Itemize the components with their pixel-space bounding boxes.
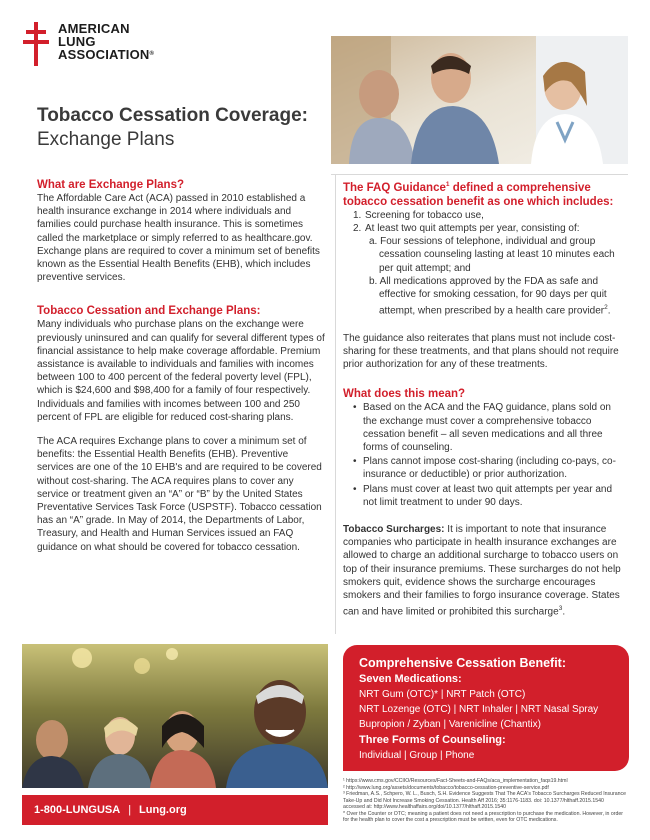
section-body: The Affordable Care Act (ACA) passed in 2010 established a health insurance exchange in 2014 where individuals and families could purchase health insurance. This is sometimes called the marketplace or simply referred to as healthcare.gov. Exchange plans are required to cover a minimum set of benefits known as the Essential Health Benefits (EHB), which includes preventive services.	[37, 193, 320, 284]
counseling-forms: Individual | Group | Phone	[359, 750, 475, 761]
website-link[interactable]: Lung.org	[139, 804, 187, 816]
footnote[interactable]: ² http://www.lung.org/assets/documents/tobacco/tobacco-cessation-preventive-service.pdf	[343, 784, 549, 791]
title-line-1: Tobacco Cessation Coverage:	[37, 105, 309, 126]
list-item: • Plans cannot impose cost-sharing (including co-pays, co-insurance or deductible) or prior authorization.	[353, 455, 625, 481]
medications-heading: Seven Medications:	[359, 673, 462, 685]
footnote: * Over the Counter or OTC; meaning a patient does not need a prescription to purchase the medication. However, in order for the health plan to cover the cost a prescription must be written, even for OTC medications.	[343, 810, 623, 823]
benefit-requirements-list	[343, 209, 625, 318]
medications-line-3: Bupropion / Zyban | Varenicline (Chantix)	[359, 719, 541, 730]
section-body: The ACA requires Exchange plans to cover a minimum set of benefits: the Essential Health Benefits (EHB). Preventive services are one of the 10 EHB's and are required to be covered without cost-sharing. The ACA requires plans to cover any service or treatment given an “A” or “B” by the United States Preventative Services Task Force (USPSTF). Tobacco cessation has an “A” grade. In May of 2014, the Departments of Labor, Treasury, and Health and Human Services issued an FAQ guidance on what should be covered for tobacco cessation.	[37, 436, 322, 553]
list-item: • Plans must cover at least two quit attempts per year and not limit treatment to under 90 days.	[353, 483, 625, 509]
section-tobacco-cessation-exchange	[37, 304, 327, 553]
hero-photo-doctor-consultation	[331, 36, 628, 164]
footnotes	[343, 778, 627, 823]
list-item: 2. At least two quit attempts per year, consisting of: a. Four sessions of telephone, individual and group cessation counseling lasting at least 10 minutes each per quit attempt; and b. All medications approved by the FDA as safe and effective for smoking cessation, for 90 days per quit attempt, when prescribed by a health care provider$^2$.	[353, 222, 625, 318]
section-heading: Tobacco Cessation and Exchange Plans:	[37, 305, 261, 318]
double-cross-icon	[22, 22, 50, 66]
footnote[interactable]: ¹ https://www.cms.gov/CCIIO/Resources/Fact-Sheets-and-FAQs/aca_implementation_faqs19.html	[343, 778, 568, 784]
section-heading: What are Exchange Plans?	[37, 179, 184, 191]
phone-number[interactable]: 1-800-LUNGUSA	[34, 804, 121, 816]
list-item: b. All medications approved by the FDA as safe and effective for smoking cessation, for 90 days per quit attempt, when prescribed by a health care provider$^2$.	[369, 275, 611, 317]
footnote: ³ Friedman, A.S., Schpero, W. L., Busch, S.H. Evidence Suggests That The ACA's Tobacco Surcharges Reduced Insurance Take-Up and Did Not Increase Smoking Cessation. Health Aff 2016; 35:1176-1183. doi: 10.1377/hlthaff.2015.1540 accessed at: http://www.healthaffairs.org/doi/10.1377/hlthaff.2015.1540	[343, 791, 626, 810]
org-logo	[22, 22, 154, 66]
list-item: • Based on the ACA and the FAQ guidance, plans sold on the exchange must cover a comprehensive tobacco cessation benefit – all seven medications and all three forms of counseling.	[353, 401, 625, 454]
section-faq-guidance	[343, 178, 625, 318]
counseling-heading: Three Forms of Counseling:	[359, 734, 506, 746]
section-heading: What does this mean?	[343, 388, 466, 401]
section-body: Many individuals who purchase plans on the exchange were previously uninsured and can qualify for several different types of financial assistance to help make coverage affordable. Premium assistance is available to individuals and families with incomes between 100 to 400 percent of the federal poverty level (FPL), which is $24,600 and $98,400 for a family of four respectively. Individuals and families with incomes between 100 and 250 percent of FPL are eligible for reduced cost-sharing plans.	[37, 319, 325, 423]
benefit-heading: Comprehensive Cessation Benefit:	[359, 656, 566, 670]
right-column-top-rule	[331, 174, 628, 175]
footer-contact-bar	[22, 795, 328, 825]
right-column	[343, 178, 625, 619]
section-heading: The FAQ Guidance$^1$ defined a comprehensive tobacco cessation benefit as one which includes:	[343, 181, 614, 208]
left-column	[37, 178, 327, 566]
page-title	[37, 104, 308, 152]
column-divider	[335, 174, 336, 634]
sub-list	[353, 235, 625, 318]
surcharge-paragraph: Tobacco Surcharges: It is important to note that insurance companies who participate in health insurance exchanges are allowed to charge an additional surcharge to tobacco users on top of their insurance premiums. These surcharges do not help smokers quit, evidence shows the surcharge encourages smokers and their families to forgo insurance coverage. States can and have limited or prohibited this surcharge$^3$.	[343, 524, 621, 618]
medications-line-2: NRT Lozenge (OTC) | NRT Inhaler | NRT Nasal Spray	[359, 704, 599, 715]
comprehensive-benefit-box	[343, 645, 629, 771]
section-what-does-this-mean	[343, 387, 625, 509]
title-line-2: Exchange Plans	[37, 129, 175, 150]
list-item: 1. Screening for tobacco use,	[353, 209, 484, 221]
medications-line-1: NRT Gum (OTC)* | NRT Patch (OTC)	[359, 689, 526, 700]
list-item: a. Four sessions of telephone, individual and group cessation counseling lasting at least 10 minutes each per quit attempt; and	[369, 236, 615, 274]
org-name: AMERICAN LUNG ASSOCIATION®	[58, 21, 155, 62]
footer-separator: |	[128, 804, 132, 816]
group-photo-friends-outdoors	[22, 644, 328, 788]
section-what-are-exchange-plans	[37, 178, 327, 284]
meaning-bullets	[343, 401, 625, 509]
guidance-paragraph: The guidance also reiterates that plans must not include cost-sharing for these treatments, and that plans should not require prior authorization for any of these treatments.	[343, 332, 619, 371]
